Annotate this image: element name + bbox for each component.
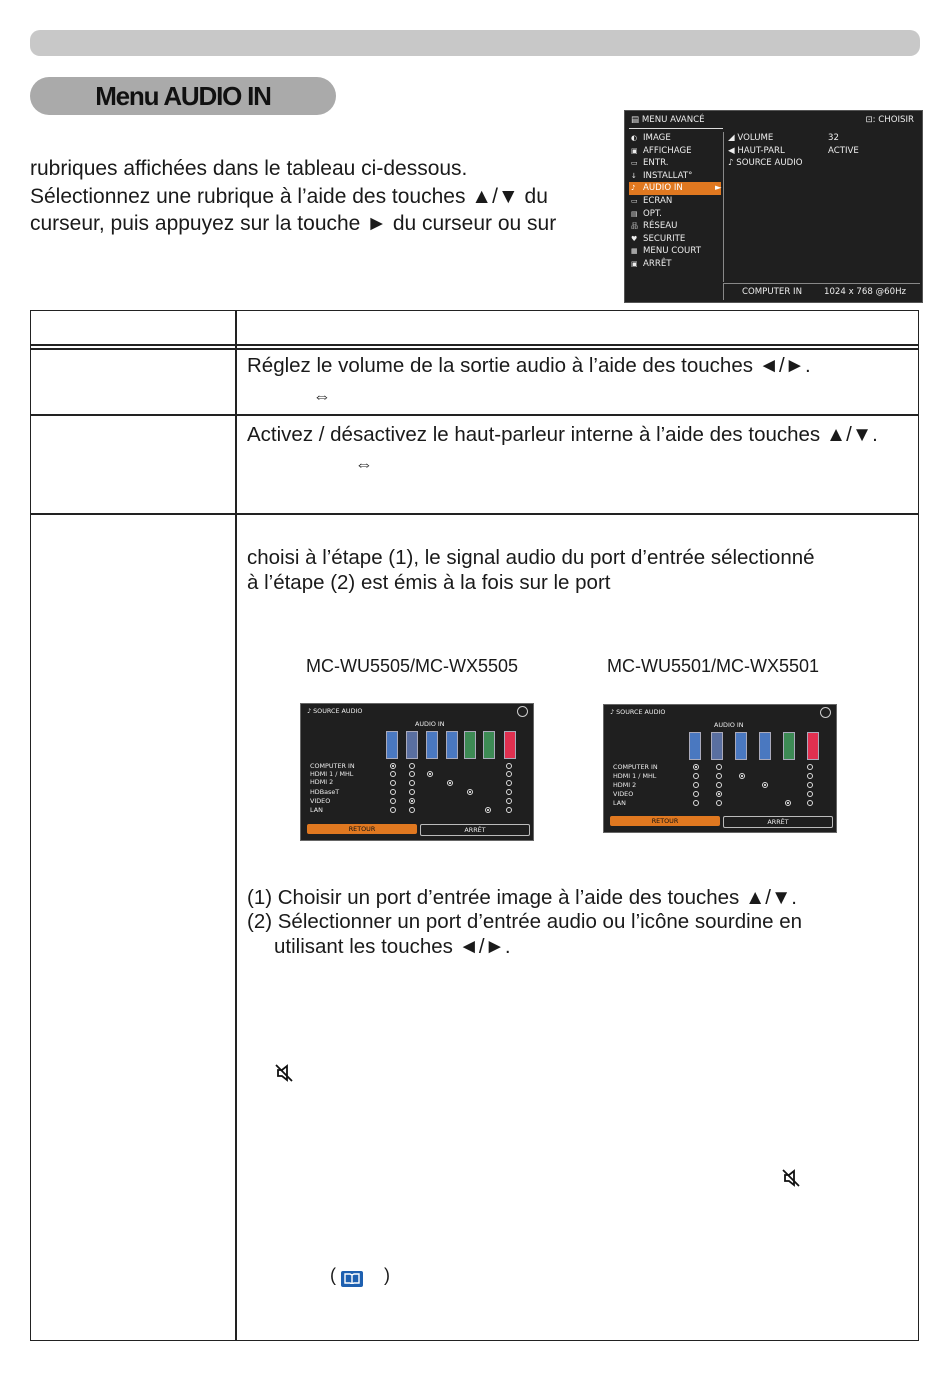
radio[interactable]: [807, 791, 813, 797]
radio[interactable]: [467, 789, 473, 795]
radio[interactable]: [506, 780, 512, 786]
return-button[interactable]: RETOUR: [610, 816, 720, 826]
speaker-icon: ◀: [728, 145, 735, 156]
radio[interactable]: [716, 782, 722, 788]
radio[interactable]: [506, 771, 512, 777]
osd-footer: COMPUTER IN 1024 x 768 @60Hz: [723, 283, 920, 300]
row-label: COMPUTER IN: [613, 763, 658, 771]
source-line-1: choisi à l’étape (1), le signal audio du port d’entrée sélectionné: [247, 546, 815, 569]
row-label: HDMI 2: [310, 778, 334, 786]
radio[interactable]: [390, 798, 396, 804]
radio[interactable]: [409, 789, 415, 795]
page-reference[interactable]: ( ): [330, 1265, 391, 1285]
radio[interactable]: [390, 771, 396, 777]
port-1-column[interactable]: [386, 731, 398, 759]
osd-nav-audio-in[interactable]: ♪ AUDIO IN ►: [631, 183, 722, 194]
volume-description: Réglez le volume de la sortie audio à l’aide des touches ◄/►.: [247, 354, 811, 377]
table-divider: [235, 310, 237, 1341]
menu-icon: ▦: [631, 247, 638, 256]
radio[interactable]: [506, 789, 512, 795]
radio[interactable]: [693, 800, 699, 806]
radio[interactable]: [693, 764, 699, 770]
speaker-description: Activez / désactivez le haut-parleur interne à l’aide des touches ▲/▼.: [247, 423, 878, 446]
option-icon: ▤: [631, 209, 638, 218]
radio[interactable]: [506, 798, 512, 804]
network-icon: 品: [631, 222, 638, 231]
intro-line: rubriques affichées dans le tableau ci-dessous.: [30, 157, 468, 180]
port-hdbaset-column[interactable]: [464, 731, 476, 759]
radio[interactable]: [716, 773, 722, 779]
row-label: HDMI 2: [613, 781, 637, 789]
osd-nav-network[interactable]: 品 RÉSEAU: [631, 221, 678, 232]
port-1-column[interactable]: [689, 732, 701, 760]
port-hdmi1-column[interactable]: [735, 732, 747, 760]
radio[interactable]: [485, 807, 491, 813]
osd-nav-easy-menu[interactable]: ▦ MENU COURT: [631, 246, 701, 257]
table-line: [30, 513, 919, 515]
osd-nav-screen[interactable]: ▭ ECRAN: [631, 195, 673, 206]
screen-icon: ▭: [631, 196, 638, 205]
exit-button[interactable]: ARRÊT: [420, 824, 530, 836]
osd-nav: [629, 132, 721, 271]
book-icon: [341, 1271, 363, 1287]
audio-port-columns: [689, 732, 829, 762]
step-2-continued: utilisant les touches ◄/►.: [274, 935, 511, 958]
table-line: [30, 348, 919, 350]
radio[interactable]: [506, 763, 512, 769]
radio[interactable]: [427, 771, 433, 777]
audio-port-columns: [386, 731, 526, 761]
source-audio-screen-b: [603, 704, 837, 833]
radio[interactable]: [409, 763, 415, 769]
osd-nav-option[interactable]: ▤ OPT.: [631, 208, 662, 219]
page-title: Menu AUDIO IN: [30, 77, 336, 115]
osd-item-volume[interactable]: ◢ VOLUME 32: [728, 133, 839, 143]
step-2: (2) Sélectionner un port d’entrée audio ou l’icône sourdine en: [247, 910, 803, 933]
exit-button[interactable]: ARRÊT: [723, 816, 833, 828]
intro-line: Sélectionnez une rubrique à l’aide des touches ▲/▼ du: [30, 184, 548, 208]
radio[interactable]: [506, 807, 512, 813]
model-label-b: MC-WU5501/MC-WX5501: [607, 656, 820, 676]
port-2-column[interactable]: [406, 731, 418, 759]
port-lan-column[interactable]: [483, 731, 495, 759]
note-icon: ♪: [728, 158, 734, 169]
radio[interactable]: [693, 791, 699, 797]
radio[interactable]: [409, 771, 415, 777]
row-label: LAN: [310, 806, 323, 814]
osd-item-audio-source[interactable]: ♪ SOURCE AUDIO: [728, 158, 803, 169]
source-audio-screen-a: [300, 703, 534, 841]
return-button[interactable]: RETOUR: [307, 824, 417, 834]
osd-nav-display[interactable]: ▣ AFFICHAGE: [631, 145, 692, 156]
mute-icon: [781, 1168, 801, 1194]
select-icon: [517, 706, 528, 717]
port-hdmi1-column[interactable]: [426, 731, 438, 759]
source-line-2: à l’étape (2) est émis à la fois sur le port: [247, 571, 611, 594]
port-lan-column[interactable]: [783, 732, 795, 760]
audio-in-label: AUDIO IN: [714, 721, 744, 729]
row-label: VIDEO: [310, 797, 331, 805]
toggle-arrows-icon: ⇔: [355, 454, 373, 474]
port-hdmi2-column[interactable]: [759, 732, 771, 760]
input-icon: ▭: [631, 159, 638, 168]
osd-submenu: [723, 132, 920, 282]
row-label: HDMI 1 / MHL: [613, 772, 657, 780]
row-label: HDMI 1 / MHL: [310, 770, 354, 778]
osd-nav-input[interactable]: ▭ ENTR.: [631, 158, 669, 169]
intro-text: [30, 155, 620, 238]
radio[interactable]: [447, 780, 453, 786]
row-label: VIDEO: [613, 790, 634, 798]
radio[interactable]: [807, 782, 813, 788]
osd-title: ▤ MENU AVANCÉ: [631, 115, 705, 125]
exit-icon: ▣: [631, 259, 638, 268]
arrow-right-icon: ►: [715, 183, 722, 194]
radio[interactable]: [390, 780, 396, 786]
port-hdmi2-column[interactable]: [446, 731, 458, 759]
radio[interactable]: [716, 791, 722, 797]
radio[interactable]: [807, 764, 813, 770]
radio[interactable]: [716, 800, 722, 806]
radio[interactable]: [739, 773, 745, 779]
row-label: COMPUTER IN: [310, 762, 355, 770]
setup-icon: ↓: [631, 171, 637, 180]
screen-title: ♪ SOURCE AUDIO: [610, 708, 666, 716]
radio[interactable]: [785, 800, 791, 806]
row-label: LAN: [613, 799, 626, 807]
mute-icon: [274, 1063, 294, 1089]
select-icon: [820, 707, 831, 718]
radio[interactable]: [409, 780, 415, 786]
advanced-menu-screen: [624, 110, 923, 303]
radio[interactable]: [390, 763, 396, 769]
osd-nav-setup[interactable]: ↓ INSTALLAT°: [631, 170, 693, 181]
display-icon: ▣: [631, 146, 638, 155]
osd-select-hint: ⊡: CHOISIR: [865, 115, 914, 125]
osd-nav-security[interactable]: ♥ SECURITE: [631, 233, 686, 244]
model-label-a: MC-WU5505/MC-WX5505: [306, 656, 519, 676]
radio[interactable]: [693, 773, 699, 779]
adjust-arrows-icon: ⇔: [313, 386, 331, 406]
osd-item-speaker[interactable]: ◀ HAUT-PARL ACTIVE: [728, 145, 859, 156]
step-1: (1) Choisir un port d’entrée image à l’aide des touches ▲/▼.: [247, 886, 797, 909]
radio[interactable]: [762, 782, 768, 788]
note-icon: ♪: [631, 184, 636, 193]
table-line: [30, 414, 919, 416]
table-line: [30, 344, 919, 346]
osd-nav-exit[interactable]: ▣ ARRÊT: [631, 258, 672, 269]
radio[interactable]: [693, 782, 699, 788]
radio[interactable]: [409, 798, 415, 804]
radio[interactable]: [807, 800, 813, 806]
row-label: HDBaseT: [310, 788, 340, 796]
mute-column[interactable]: [807, 732, 819, 760]
radio[interactable]: [390, 789, 396, 795]
radio[interactable]: [807, 773, 813, 779]
audio-in-label: AUDIO IN: [415, 720, 445, 728]
volume-icon: ◢: [728, 133, 735, 143]
radio[interactable]: [409, 807, 415, 813]
port-2-column[interactable]: [711, 732, 723, 760]
image-icon: ◐: [631, 134, 638, 142]
osd-nav-image[interactable]: ◐ IMAGE: [631, 133, 671, 143]
radio[interactable]: [390, 807, 396, 813]
mute-column[interactable]: [504, 731, 516, 759]
radio[interactable]: [716, 764, 722, 770]
intro-line: curseur, puis appuyez sur la touche ► du curseur ou sur: [30, 212, 557, 235]
screen-title: ♪ SOURCE AUDIO: [307, 707, 363, 715]
security-icon: ♥: [631, 234, 638, 243]
top-bar: [30, 30, 920, 56]
